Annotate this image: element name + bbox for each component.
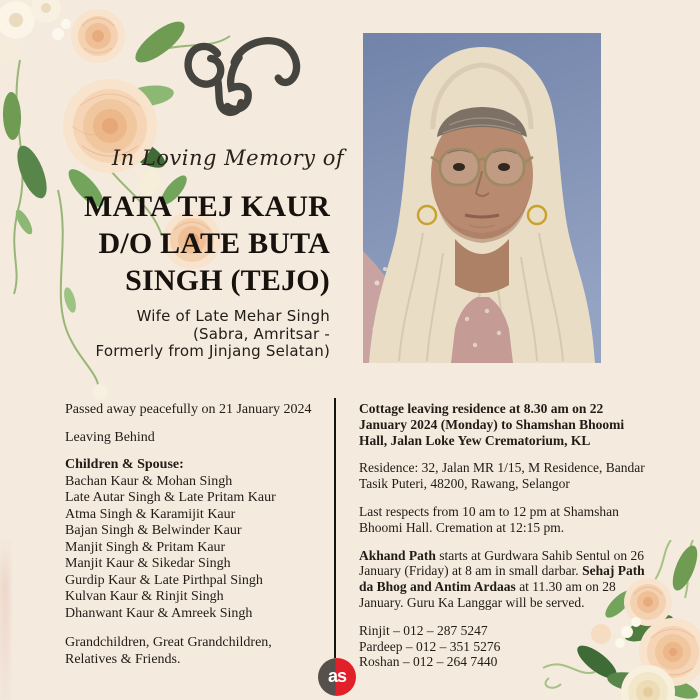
akhand-path-paragraph xyxy=(359,548,652,611)
closing-line-1: Grandchildren, Great Grandchildren, xyxy=(65,635,272,650)
white-flower-cluster xyxy=(0,0,71,63)
child-row: Atma Singh & Karamijit Kaur xyxy=(65,506,236,522)
sehaj-path-bold: Sehaj Path da Bhog and Antim Ardaas xyxy=(359,563,645,595)
leaving-behind-line: Leaving Behind xyxy=(65,429,155,445)
memory-line: In Loving Memory of xyxy=(111,146,345,170)
portrait-photo xyxy=(363,33,601,363)
child-row: Dhanwant Kaur & Amreek Singh xyxy=(65,605,253,621)
funeral-details-column xyxy=(359,401,652,670)
child-row: Bajan Singh & Belwinder Kaur xyxy=(65,523,242,538)
column-divider xyxy=(334,398,336,658)
residence-line: Residence: 32, Jalan MR 1/15, M Residence, Bandar Tasik Puteri, 48200, Rawang, Selangor xyxy=(359,460,645,492)
title-line-2: D/O LATE BUTA xyxy=(98,227,330,260)
rose-small xyxy=(71,9,125,63)
child-row: Bachan Kaur & Mohan Singh xyxy=(65,473,233,489)
title-line-3: SINGH (TEJO) xyxy=(125,264,330,297)
passed-away-line: Passed away peacefully on 21 January 2024 xyxy=(65,402,312,417)
child-row: Manjit Kaur & Sikedar Singh xyxy=(65,556,231,571)
contact-row: Roshan – 012 – 264 7440 xyxy=(359,654,498,670)
akhand-path-text: starts at Gurdwara Sahib Sentul on 26 January (Friday) at 8 am in small darbar. xyxy=(359,547,645,579)
deceased-name-title xyxy=(58,188,330,299)
ik-onkar-icon xyxy=(178,32,306,130)
children-heading: Children & Spouse: xyxy=(65,457,184,472)
child-row: Kulvan Kaur & Rinjit Singh xyxy=(65,589,224,604)
contact-row: Rinjit – 012 – 287 5247 xyxy=(359,622,488,638)
child-row: Manjit Singh & Pritam Kaur xyxy=(65,539,226,555)
cottage-notice: Cottage leaving residence at 8.30 am on 22 January 2024 (Monday) to Shamshan Bhoomi Hall, Jalan Loke Yew Crematorium, KL xyxy=(359,401,625,448)
as-logo xyxy=(318,658,356,696)
subtitle-line-3: Formerly from Jinjang Selatan) xyxy=(95,342,330,360)
family-details-column xyxy=(65,402,341,668)
child-row: Gurdip Kaur & Late Pirthpal Singh xyxy=(65,572,263,588)
last-respects-line: Last respects from 10 am to 12 pm at Shamshan Bhoomi Hall. Cremation at 12:15 pm. xyxy=(359,503,619,535)
subtitle-line-2: (Sabra, Amritsar - xyxy=(192,324,330,343)
akhand-path-text-2: at 11.30 am on 28 January. Guru Ka Langgar will be served. xyxy=(359,579,616,610)
contact-row: Pardeep – 012 – 351 5276 xyxy=(359,638,501,654)
closing-line-2: Relatives & Friends. xyxy=(65,651,181,667)
as-logo-text: as xyxy=(327,666,347,686)
akhand-path-bold: Akhand Path xyxy=(359,547,436,563)
floral-left-edge-blur xyxy=(0,538,10,700)
child-row: Late Autar Singh & Late Pritam Kaur xyxy=(65,490,276,505)
subtitle-line-1: Wife of Late Mehar Singh xyxy=(136,307,330,325)
white-bud-trailing xyxy=(92,384,108,400)
deceased-subtitle xyxy=(58,308,330,361)
title-line-1: MATA TEJ KAUR xyxy=(84,190,330,223)
portrait-illustration xyxy=(363,33,601,363)
